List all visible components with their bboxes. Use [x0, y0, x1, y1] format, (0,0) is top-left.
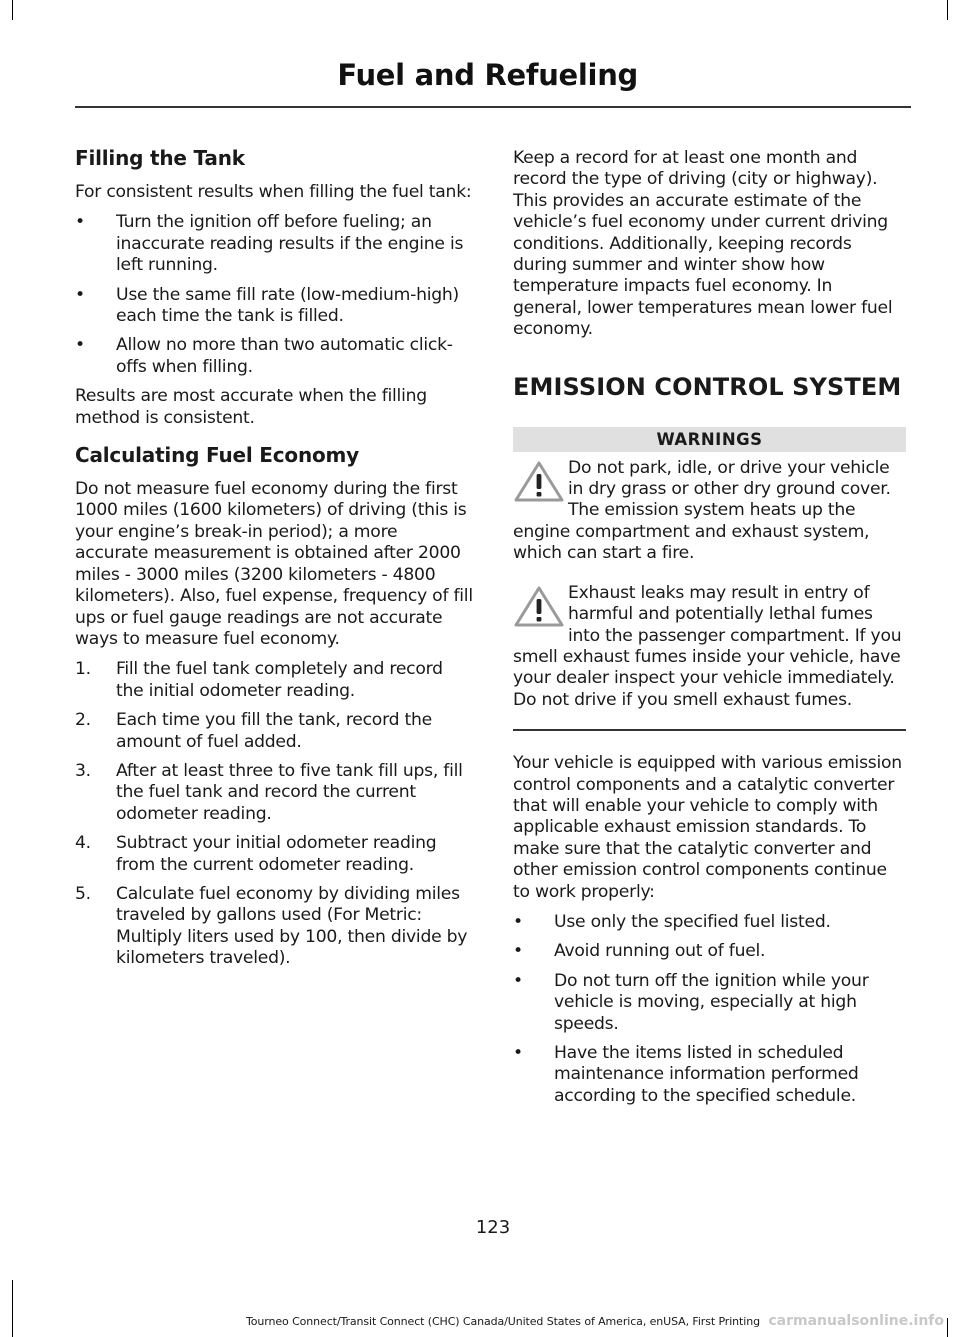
equipped-paragraph: Your vehicle is equipped with various emission control components and a catalytic converter that will enable your vehicle to comply with applicable exhaust emission standards. To make sure that the catalytic converter and other emission control components continue to work properly:	[513, 753, 902, 902]
list-item: • Have the items listed in scheduled maintenance information performed according to the specified schedule.	[513, 1043, 859, 1106]
warnings-end-rule	[513, 729, 906, 731]
header-rule	[75, 106, 911, 108]
warning-text: Do not park, idle, or drive your vehicle in dry grass or other dry ground cover. The emission system heats up the engine compartment and exhaust system, which can start a fire.	[513, 457, 891, 564]
emission-bullet-list	[513, 912, 906, 1107]
calculating-steps	[75, 659, 475, 969]
left-column	[75, 142, 475, 978]
crop-mark-bottom-left	[12, 1280, 13, 1337]
calculating-intro: Do not measure fuel economy during the first 1000 miles (1600 kilometers) of driving (this is your engine’s break-in period); a more accurate measurement is obtained after 2000 miles - 3000 miles (3200 kilometers - 4800 kilometers). Also, fuel expense, frequency of fill ups or fuel gauge readings are not accurate ways to measure fuel economy.	[75, 479, 473, 649]
emission-heading: EMISSION CONTROL SYSTEM	[513, 372, 902, 401]
warnings-header: WARNINGS	[513, 427, 906, 452]
calculating-heading: Calculating Fuel Economy	[75, 443, 360, 468]
filling-tank-heading: Filling the Tank	[75, 146, 245, 170]
list-item: • Allow no more than two automatic click-offs when filling.	[75, 335, 453, 377]
footer-text: Tourneo Connect/Transit Connect (CHC) Canada/United States of America, enUSA, First Printing	[246, 1315, 760, 1328]
crop-mark-top-right	[947, 0, 948, 20]
page-title: Fuel and Refueling	[337, 58, 638, 92]
bullet-icon: •	[513, 970, 523, 991]
crop-mark-top-left	[12, 0, 13, 20]
bullet-icon: •	[75, 284, 85, 305]
bullet-icon: •	[513, 1043, 523, 1063]
watermark: carmanualsonline.info	[768, 1313, 944, 1329]
list-item: 2. Each time you fill the tank, record the amount of fuel added.	[75, 710, 432, 752]
warning-triangle-icon	[512, 460, 566, 504]
bullet-icon: •	[513, 941, 523, 962]
list-item: • Use the same fill rate (low-medium-high) each time the tank is filled.	[75, 284, 459, 327]
list-item: • Do not turn off the ignition while your vehicle is moving, especially at high speeds.	[513, 970, 869, 1034]
right-column	[513, 148, 906, 1115]
list-item: 5. Calculate fuel economy by dividing miles traveled by gallons used (For Metric: Multiply liters used by 100, then divide by kilometers traveled).	[75, 883, 468, 969]
filling-bullet-list	[75, 212, 475, 378]
filling-closing: Results are most accurate when the filling method is consistent.	[75, 386, 427, 428]
page-number: 123	[475, 1217, 511, 1238]
warning-text: Exhaust leaks may result in entry of harmful and potentially lethal fumes into the passenger compartment. If you smell exhaust fumes inside your vehicle, have your dealer inspect your vehicle immediately. Do not drive if you smell exhaust fumes.	[513, 582, 902, 710]
bullet-icon: •	[513, 911, 523, 932]
list-item: • Turn the ignition off before fueling; an inaccurate reading results if the engine is left running.	[75, 212, 464, 276]
bullet-icon: •	[75, 212, 85, 233]
bullet-icon: •	[75, 335, 85, 356]
record-paragraph: Keep a record for at least one month and record the type of driving (city or highway). This provides an accurate estimate of the vehicle’s fuel economy under current driving conditions. Additionally, keeping records during summer and winter show how temperature impacts fuel economy. In general, lower temperatures mean lower fuel economy.	[513, 148, 893, 340]
warning-block	[513, 583, 906, 711]
list-item: • Use only the specified fuel listed.	[513, 911, 831, 932]
list-item: • Avoid running out of fuel.	[513, 941, 766, 962]
warning-triangle-icon	[512, 585, 566, 629]
warning-block	[513, 458, 906, 565]
filling-intro: For consistent results when filling the fuel tank:	[75, 182, 472, 202]
list-item: 1. Fill the fuel tank completely and record the initial odometer reading.	[75, 659, 443, 701]
list-item: 3. After at least three to five tank fill ups, fill the fuel tank and record the current odometer reading.	[75, 760, 463, 824]
list-item: 4. Subtract your initial odometer reading from the current odometer reading.	[75, 833, 437, 875]
